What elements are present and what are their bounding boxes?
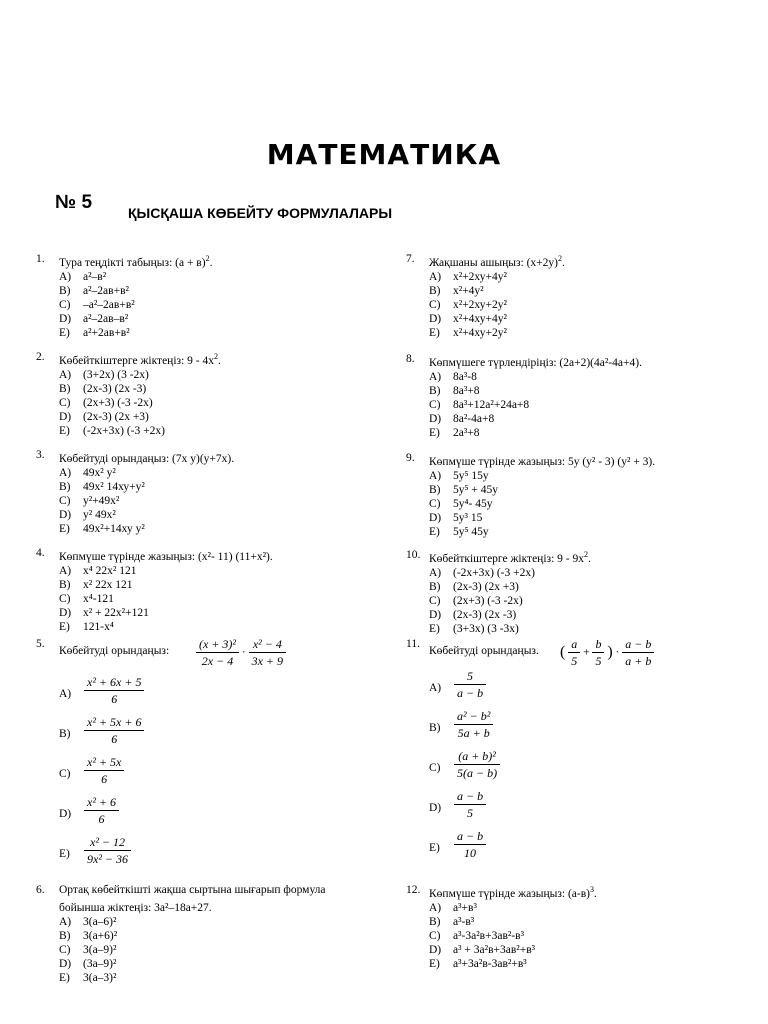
option-text: х²+2ху+4у² <box>453 270 507 283</box>
question-11 <box>406 637 736 877</box>
answer-option[interactable] <box>406 669 706 709</box>
option-text: а²–2ав+в² <box>83 284 129 297</box>
option-letter: С) <box>59 396 71 409</box>
answer-option[interactable] <box>36 943 366 957</box>
answer-option[interactable] <box>36 284 366 298</box>
option-text: х²+4ху+4у² <box>453 312 507 325</box>
option-text: 8а²-4а+8 <box>453 412 495 425</box>
answer-option[interactable] <box>406 426 736 440</box>
answer-option[interactable] <box>406 525 736 539</box>
question-number: 6. <box>36 884 45 896</box>
question-stem: 3. Көбейтуді орындаңыз: (7х у)(у+7х). <box>36 449 235 465</box>
answer-option[interactable] <box>406 511 736 525</box>
question-number: 1. <box>36 253 45 265</box>
option-letter: Е) <box>429 622 440 635</box>
option-letter: С) <box>59 768 71 780</box>
answer-option[interactable] <box>36 715 336 755</box>
answer-option[interactable] <box>406 483 736 497</box>
question-stem: 9. Көпмүше түрінде жазыңыз: 5у (у² - 3) (у² + 3). <box>406 452 656 468</box>
answer-option[interactable] <box>406 749 706 789</box>
option-text: а³ + 3а²в+3ав²+в³ <box>453 943 536 956</box>
option-text: 2а³+8 <box>453 426 480 439</box>
question-10 <box>406 548 736 636</box>
option-text: у² 49х² <box>83 508 116 521</box>
option-text: (3+2х) (3 -2х) <box>83 368 149 381</box>
variant-number: № 5 <box>55 192 93 213</box>
option-text: а²–в² <box>83 270 107 283</box>
option-text: х²+4у² <box>453 284 484 297</box>
question-number: 12. <box>406 884 421 896</box>
option-letter: А) <box>59 270 72 283</box>
option-text: (2х+3) (-3 -2х) <box>453 594 523 607</box>
answer-option[interactable] <box>36 494 366 508</box>
answer-option[interactable] <box>36 382 366 396</box>
question-4 <box>36 546 366 634</box>
question-number: 10. <box>406 549 421 561</box>
option-letter: В) <box>429 284 441 297</box>
option-letter: А) <box>59 368 72 381</box>
answer-option[interactable] <box>406 326 736 340</box>
option-text: у²+49х² <box>83 494 120 507</box>
answer-option[interactable] <box>406 469 736 483</box>
option-text: а³-3а²в+3ав²-в³ <box>453 929 525 942</box>
option-letter: В) <box>59 284 71 297</box>
option-text: (3+3х) (3 -3х) <box>453 622 519 635</box>
option-letter: Е) <box>59 522 70 535</box>
question-3 <box>36 448 366 536</box>
option-text: 3(а+6)² <box>83 929 118 942</box>
option-letter: В) <box>429 915 441 928</box>
option-text: х⁴ 22х² 121 <box>83 564 137 577</box>
option-fraction: $\frac{\text{x² + 5x + 6}}{6}$ <box>84 715 144 746</box>
option-letter: С) <box>429 594 441 607</box>
option-letter: С) <box>429 762 441 774</box>
answer-option[interactable] <box>36 410 366 424</box>
option-letter: D) <box>429 608 442 621</box>
question-1 <box>36 252 366 340</box>
answer-option[interactable] <box>406 915 736 929</box>
option-letter: В) <box>59 480 71 493</box>
option-text: а³+3а²в-3ав²+в³ <box>453 957 527 970</box>
option-text: х⁴-121 <box>83 592 114 605</box>
answer-option[interactable] <box>406 957 736 971</box>
answer-option[interactable] <box>406 829 706 869</box>
option-text: (2х-3) (2х -3) <box>453 608 517 621</box>
option-fraction: $\frac{a - b}{5}$ <box>454 789 486 820</box>
option-text: 49х² у² <box>83 466 116 479</box>
answer-option[interactable] <box>36 466 366 480</box>
answer-option[interactable] <box>36 564 366 578</box>
option-text: 8а³+8 <box>453 384 480 397</box>
option-text: 3(а–9)² <box>83 943 117 956</box>
option-text: 49х²+14ху у² <box>83 522 145 535</box>
option-text: (2х-3) (2х +3) <box>453 580 519 593</box>
option-letter: А) <box>429 370 442 383</box>
answer-option[interactable] <box>406 298 736 312</box>
answer-option[interactable] <box>406 370 736 384</box>
option-letter: С) <box>59 298 71 311</box>
question-stem: 12. Көпмүше түрінде жазыңыз: $(а-в)^3$. <box>406 884 597 900</box>
option-letter: В) <box>59 728 71 740</box>
answer-option[interactable] <box>406 929 736 943</box>
answer-option[interactable] <box>406 580 736 594</box>
answer-option[interactable] <box>36 270 366 284</box>
option-text: (2х+3) (-3 -2х) <box>83 396 153 409</box>
question-stem: 6. Ортақ көбейткішті жақша сыртына шығарып формула бойынша жіктеңіз: 3а²–18а+27. <box>36 884 326 914</box>
option-letter: D) <box>59 312 72 325</box>
option-text: 5у⁵ + 45у <box>453 483 498 496</box>
option-fraction: $\frac{\text{x² + 6x + 5}}{6}$ <box>84 675 144 706</box>
answer-option[interactable] <box>36 368 366 382</box>
option-text: 121-х⁴ <box>83 620 114 633</box>
answer-option[interactable] <box>36 957 366 971</box>
question-number: 4. <box>36 547 45 559</box>
answer-option[interactable] <box>406 943 736 957</box>
question-stem: 10. Көбейткіштерге жіктеңіз: $9 - 9х^2$. <box>406 549 591 565</box>
option-text: (2х-3) (2х -3) <box>83 382 147 395</box>
option-text: (3а–9)² <box>83 957 117 970</box>
topic-heading: ҚЫСҚАША КӨБЕЙТУ ФОРМУЛАЛАРЫ <box>128 205 393 221</box>
option-letter: Е) <box>59 620 70 633</box>
question-stem: Көбейтуді орындаңыз. <box>429 645 539 657</box>
answer-option[interactable] <box>36 620 366 634</box>
option-letter: В) <box>429 580 441 593</box>
option-letter: В) <box>59 578 71 591</box>
option-text: 5у⁵ 45у <box>453 525 489 538</box>
page-title: МАТЕМАТИКА <box>266 138 502 171</box>
question-stem: Көбейтуді орындаңыз: <box>59 645 170 657</box>
option-fraction: $\frac{\text{x² + 5x}}{6}$ <box>84 755 124 786</box>
option-letter: А) <box>429 566 442 579</box>
option-text: х² + 22х²+121 <box>83 606 149 619</box>
option-text: х²+4ху+2у² <box>453 326 507 339</box>
option-text: 5у⁵ 15у <box>453 469 489 482</box>
option-fraction: $\frac{5}{a - b}$ <box>454 669 486 700</box>
option-text: 8а³+12а²+24а+8 <box>453 398 530 411</box>
answer-option[interactable] <box>36 522 366 536</box>
option-letter: В) <box>59 382 71 395</box>
option-letter: D) <box>59 410 72 423</box>
option-letter: С) <box>429 929 441 942</box>
option-text: а³+в³ <box>453 901 477 914</box>
option-letter: Е) <box>429 842 440 854</box>
option-letter: D) <box>59 808 72 820</box>
option-letter: D) <box>429 511 442 524</box>
answer-option[interactable] <box>36 755 336 795</box>
option-letter: D) <box>59 606 72 619</box>
option-text: а²+2ав+в² <box>83 326 130 339</box>
question-number: 11. <box>406 638 420 650</box>
option-letter: А) <box>429 901 442 914</box>
option-letter: А) <box>59 915 72 928</box>
option-text: (2х-3) (2х +3) <box>83 410 149 423</box>
question-6 <box>36 883 366 985</box>
option-letter: В) <box>429 483 441 496</box>
option-letter: В) <box>429 722 441 734</box>
question-2 <box>36 350 366 438</box>
option-text: 3(а–6)² <box>83 915 117 928</box>
question-5 <box>36 637 366 877</box>
answer-option[interactable] <box>406 789 706 829</box>
option-text: (-2х+3х) (-3 +2х) <box>453 566 535 579</box>
question-stem: 7. Жақшаны ашыңыз: $(х+2у)^2$. <box>406 253 565 269</box>
question-number: 7. <box>406 253 415 265</box>
option-letter: С) <box>59 592 71 605</box>
answer-option[interactable] <box>406 497 736 511</box>
option-fraction: $\frac{\text{(a + b)²}}{5(a - b)}$ <box>454 749 500 780</box>
question-12 <box>406 883 736 971</box>
question-9 <box>406 451 736 539</box>
answer-option[interactable] <box>36 592 366 606</box>
option-text: 3(а–3)² <box>83 971 117 984</box>
option-letter: Е) <box>429 525 440 538</box>
option-letter: В) <box>429 384 441 397</box>
option-letter: D) <box>429 412 442 425</box>
answer-option[interactable] <box>406 412 736 426</box>
question-stem: 1. Тура теңдікті табыңыз: $(а + в)^2$. <box>36 253 213 269</box>
option-letter: Е) <box>59 424 70 437</box>
answer-option[interactable] <box>36 326 366 340</box>
option-letter: D) <box>429 943 442 956</box>
option-letter: Е) <box>59 848 70 860</box>
answer-option[interactable] <box>406 270 736 284</box>
answer-option[interactable] <box>36 971 366 985</box>
option-letter: D) <box>59 508 72 521</box>
option-text: 8а³-8 <box>453 370 477 383</box>
option-letter: С) <box>429 298 441 311</box>
option-letter: С) <box>59 943 71 956</box>
answer-option[interactable] <box>406 398 736 412</box>
answer-option[interactable] <box>36 396 366 410</box>
answer-option[interactable] <box>36 835 336 875</box>
option-letter: Е) <box>429 426 440 439</box>
question-stem: 2. Көбейткіштерге жіктеңіз: $9 - 4х^2$. <box>36 351 221 367</box>
answer-option[interactable] <box>36 424 366 438</box>
option-letter: А) <box>429 270 442 283</box>
option-text: –а²–2ав+в² <box>83 298 135 311</box>
answer-option[interactable] <box>406 312 736 326</box>
answer-option[interactable] <box>36 578 366 592</box>
option-letter: С) <box>59 494 71 507</box>
option-letter: А) <box>59 688 72 700</box>
question-expression: $\frac{\text{(x + 3)²}}{2x - 4}$ · $\frac{\text{x² − 4}}{3x + 9}$ <box>196 637 286 668</box>
answer-option[interactable] <box>406 901 736 915</box>
answer-option[interactable] <box>36 675 336 715</box>
option-letter: Е) <box>59 326 70 339</box>
question-number: 9. <box>406 452 415 464</box>
option-letter: В) <box>59 929 71 942</box>
option-text: х² 22х 121 <box>83 578 133 591</box>
question-number: 3. <box>36 449 45 461</box>
answer-option[interactable] <box>406 566 736 580</box>
answer-option[interactable] <box>36 480 366 494</box>
question-number: 8. <box>406 353 415 365</box>
question-number: 2. <box>36 351 45 363</box>
answer-option[interactable] <box>406 284 736 298</box>
question-7 <box>406 252 736 340</box>
answer-option[interactable] <box>36 606 366 620</box>
answer-option[interactable] <box>36 915 366 929</box>
answer-option[interactable] <box>36 312 366 326</box>
option-fraction: $\frac{\text{x² − 12}}{\text{9x² − 36}}$ <box>84 835 131 866</box>
option-letter: D) <box>429 802 442 814</box>
answer-option[interactable] <box>406 709 706 749</box>
option-text: а²–2ав–в² <box>83 312 129 325</box>
option-letter: Е) <box>429 326 440 339</box>
option-letter: Е) <box>59 971 70 984</box>
answer-option[interactable] <box>406 594 736 608</box>
option-text: 5у⁴- 45у <box>453 497 493 510</box>
option-letter: D) <box>429 312 442 325</box>
answer-option[interactable] <box>406 608 736 622</box>
answer-option[interactable] <box>406 622 736 636</box>
option-letter: D) <box>59 957 72 970</box>
option-letter: С) <box>429 497 441 510</box>
option-letter: А) <box>59 466 72 479</box>
answer-option[interactable] <box>36 795 336 835</box>
option-letter: А) <box>59 564 72 577</box>
question-stem: 4. Көпмүше түрінде жазыңыз: (х²- 11) (11+х²). <box>36 547 273 563</box>
answer-option[interactable] <box>406 384 736 398</box>
option-text: (-2х+3х) (-3 +2х) <box>83 424 165 437</box>
question-stem: 8. Көпмүшеге түрлендіріңіз: (2а+2)(4а²-4а+4). <box>406 353 642 369</box>
option-text: 49х² 14ху+у² <box>83 480 145 493</box>
option-text: а³-в³ <box>453 915 475 928</box>
answer-option[interactable] <box>36 508 366 522</box>
option-letter: С) <box>429 398 441 411</box>
answer-option[interactable] <box>36 929 366 943</box>
option-text: х²+2ху+2у² <box>453 298 507 311</box>
question-expression: ( $\frac{a}{5}$ + $\frac{b}{5}$ ) · $\frac{a - b}{a + b}$ <box>560 637 654 668</box>
option-text: 5у³ 15 <box>453 511 483 524</box>
option-letter: А) <box>429 682 442 694</box>
option-letter: А) <box>429 469 442 482</box>
option-letter: Е) <box>429 957 440 970</box>
option-fraction: $\frac{a - b}{10}$ <box>454 829 486 860</box>
question-8 <box>406 352 736 440</box>
option-fraction: $\frac{\text{x² + 6}}{6}$ <box>84 795 119 826</box>
option-fraction: $\frac{\text{a² − b²}}{5a + b}$ <box>454 709 493 740</box>
question-number: 5. <box>36 638 45 650</box>
answer-option[interactable] <box>36 298 366 312</box>
